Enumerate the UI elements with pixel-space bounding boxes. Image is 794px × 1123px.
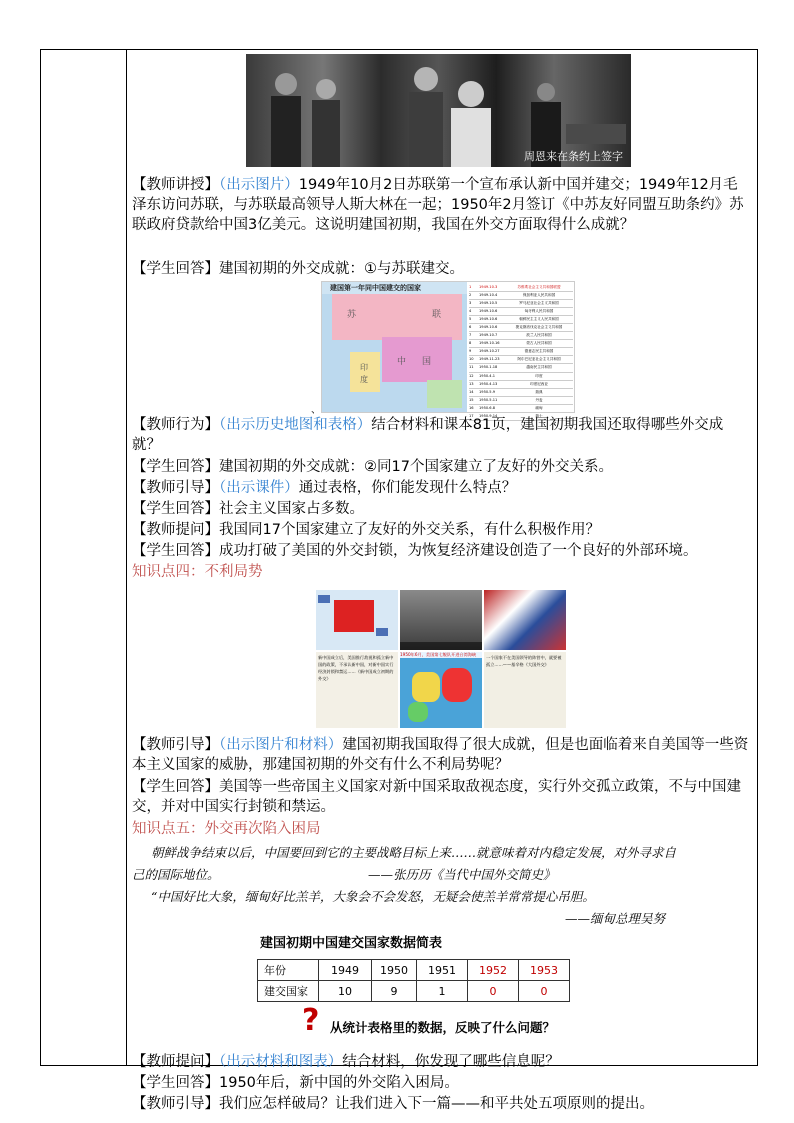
map-table-cell: 越南民主共和国 (526, 365, 552, 370)
map-table-cell: 8 (469, 341, 472, 346)
stats-label-count: 建交国家 (258, 981, 319, 1002)
map-table-cell: 9 (469, 349, 472, 354)
map-table-cell: 1949.10.5 (479, 301, 498, 306)
map-table-row (469, 389, 573, 397)
map-table-cell: 1950.4.13 (479, 381, 498, 386)
stats-year: 1953 (519, 960, 570, 981)
question-mark-icon: ? (302, 1003, 320, 1038)
map-table-cell: 1950.5.11 (479, 397, 498, 402)
teacher-behavior-paragraph (132, 415, 752, 455)
quote-1-source: ——张历历《当代中国外交简史》 (368, 867, 556, 882)
diplomacy-table (469, 284, 573, 421)
student-text-4: 成功打破了美国的外交封锁，为恢复经济建设创造了一个良好的外部环境。 (219, 543, 698, 559)
map-label-guo: 国 (422, 357, 432, 367)
map-table-cell: 12 (469, 373, 474, 378)
stats-count: 1 (417, 981, 468, 1002)
map-table-cell: 2 (469, 293, 472, 298)
collage-left-text: 新中国成立后，美国推行敌视和孤立新中国的政策，不承认新中国，对新中国实行经济封锁和禁运……《新中国成立初期的外交》 (316, 652, 398, 728)
student-answer-3 (132, 499, 752, 519)
diplomacy-map-image (321, 281, 575, 418)
stats-count: 10 (319, 981, 372, 1002)
collage-world-map (400, 652, 482, 728)
map-table-cell: 7 (469, 333, 472, 338)
historical-photo-strip (246, 54, 631, 167)
stats-year: 1949 (319, 960, 372, 981)
map-table-row (469, 332, 573, 340)
map-table-cell: 17 (469, 413, 474, 418)
teacher-guide-2 (132, 735, 752, 775)
map-table-cell: 缅甸 (535, 405, 543, 410)
map-table-row (469, 405, 573, 413)
collage-map-1 (316, 590, 398, 650)
map-table-cell: 匈牙利人民共和国 (524, 309, 554, 314)
teacher-text: 1949年10月2日苏联第一个宣布承认新中国并建交；1949年12月毛泽东访问苏联，与苏联最高领导人斯大林在一起；1950年2月签订《中苏友好同盟互助条约》苏联政府贷款给中国3亿美元。这说明建国初期，我国在外交方面取得什么成就？ (132, 177, 744, 233)
map-table-row (469, 308, 573, 316)
stray-mark: 、 (311, 405, 321, 416)
map-table-cell: 1949.10.7 (479, 333, 498, 338)
map-table-cell: 15 (469, 397, 474, 402)
quote-1-line-1: 朝鲜战争结束以后，中国要回到它的主要战略目标上来……就意味着对内稳定发展，对外寻求自 (151, 845, 677, 860)
knowledge-point-4-heading: 知识点四：不利局势 (132, 564, 263, 580)
map-table-cell: 4 (469, 309, 472, 314)
guide-text-2: 建国初期我国取得了很大成就，但是也面临着来自美国等一些资本主义国家的威胁，那建国初期的外交有什么不利局势呢？ (132, 737, 749, 773)
map-table-row (469, 324, 573, 332)
map-label-yin: 印 (360, 363, 368, 372)
ask-note-2: （出示材料和图表） (219, 1054, 343, 1070)
quote-1-line-2: 己的国际地位。 (132, 867, 220, 882)
teacher-behavior-text: 结合材料和课本81页，建国初期我国还取得哪些外交成就？ (132, 417, 724, 453)
map-table-row (469, 373, 573, 381)
stats-count: 9 (372, 981, 417, 1002)
guide-text: 通过表格，你们能发现什么特点？ (298, 480, 517, 496)
map-table-cell: 1949.10.6 (479, 317, 498, 322)
map-table-row (469, 364, 573, 372)
student-text-3: 社会主义国家占多数。 (219, 501, 364, 517)
column-divider (126, 50, 127, 1065)
collage-right-text: 一个国家不在美国领导的阵营中，就要被孤立……——基辛格《大国外交》 (484, 652, 566, 728)
student-answer-1 (132, 259, 752, 279)
quote-2-line-1: “中国好比大象，缅甸好比羔羊，大象会不会发怒，无疑会使羔羊常常提心吊胆。 (151, 889, 595, 904)
map-label-su: 苏 (347, 310, 357, 320)
teacher-behavior-tag: 【教师行为】 (132, 417, 219, 433)
map-table-cell: 阿尔巴尼亚社会主义共和国 (517, 357, 561, 362)
map-table-cell: 1949.10.4 (479, 293, 498, 298)
photo-caption: 周恩来在条约上签字 (524, 150, 623, 163)
map-table-cell: 16 (469, 405, 474, 410)
map-table-cell: 印度尼西亚 (530, 381, 548, 386)
teacher-lecture-paragraph (132, 175, 752, 235)
map-table-cell: 1949.10.6 (479, 325, 498, 330)
student-answer-5 (132, 777, 752, 817)
stats-year: 1952 (468, 960, 519, 981)
quote-2-source: ——缅甸总理吴努 (565, 911, 666, 926)
map-table-cell: 1950.6.8 (479, 405, 496, 410)
map-table-cell: 1949.11.23 (479, 357, 500, 362)
content-cell (129, 49, 756, 1112)
map-table-cell: 5 (469, 317, 472, 322)
map-table-cell: 蒙古人民共和国 (526, 341, 552, 346)
map-table-row (469, 397, 573, 405)
map-table-cell: 1950.1.18 (479, 365, 498, 370)
map-table-cell: 德意志民主共和国 (524, 349, 554, 354)
teacher-tag: 【教师讲授】 (132, 177, 219, 193)
map-table-cell: 1950.9.14 (479, 413, 498, 418)
ask-text-2: 结合材料，你发现了哪些信息呢？ (342, 1054, 560, 1070)
collage-cartoon (484, 590, 566, 650)
student-tag-5: 【学生回答】 (132, 779, 219, 795)
student-text-6: 1950年后，新中国的外交陷入困局。 (219, 1075, 459, 1091)
student-tag-3: 【学生回答】 (132, 501, 219, 517)
student-tag-4: 【学生回答】 (132, 543, 219, 559)
map-table-cell: 1949.10.16 (479, 341, 500, 346)
student-answer-4 (132, 541, 752, 561)
collage-mid-caption: 1950年6月，美国第七舰队开进台湾海峡 (400, 652, 482, 658)
map-label-zhong: 中 (397, 357, 407, 367)
map-table-cell: 朝鲜民主主义人民共和国 (519, 317, 559, 322)
map-table-cell: 瑞士 (535, 413, 543, 418)
ask-tag: 【教师提问】 (132, 522, 219, 538)
map-table-cell: 13 (469, 381, 474, 386)
map-table-row (469, 284, 573, 292)
student-answer-2 (132, 457, 752, 477)
stats-row-year (258, 960, 570, 981)
map-table-cell: 1950.5.9 (479, 389, 496, 394)
adverse-situation-collage (316, 590, 566, 728)
ask-tag-2: 【教师提问】 (132, 1054, 219, 1070)
map-table-cell: 印度 (535, 373, 543, 378)
teacher-guide-3 (132, 1094, 752, 1114)
map-table-cell: 1949.10.3 (479, 285, 498, 289)
stats-table (257, 959, 570, 1002)
map-table-cell: 捷克斯洛伐克社会主义共和国 (515, 325, 563, 330)
teacher-question-1 (132, 520, 752, 540)
stats-count: 0 (519, 981, 570, 1002)
map-table-row (469, 356, 573, 364)
map-table-cell: 瑞典 (535, 389, 543, 394)
student-answer-6 (132, 1073, 752, 1093)
map-table-cell: 6 (469, 325, 472, 330)
teacher-question-2 (132, 1052, 752, 1072)
teacher-behavior-note: （出示历史地图和表格） (219, 417, 372, 433)
map-title: 建国第一年同中国建交的国家 (330, 284, 421, 292)
map-table-cell: 波兰人民共和国 (526, 333, 552, 338)
stats-count: 0 (468, 981, 519, 1002)
map-table-row (469, 316, 573, 324)
teacher-guide-1 (132, 478, 752, 498)
collage-fleet-photo (400, 590, 482, 650)
map-table-cell: 1949.10.6 (479, 309, 498, 314)
map-table-row (469, 348, 573, 356)
map-table-cell: 苏维埃社会主义共和国联盟 (517, 285, 561, 289)
map-table-cell: 保加利亚人民共和国 (522, 293, 556, 298)
map-table-cell: 14 (469, 389, 474, 394)
student-tag: 【学生回答】 (132, 261, 219, 277)
guide-note: （出示课件） (219, 480, 299, 496)
map-table-cell: 罗马尼亚社会主义共和国 (519, 301, 559, 306)
guide-text-3: 我们应怎样破局？让我们进入下一篇——和平共处五项原则的提出。 (219, 1096, 654, 1112)
stats-label-year: 年份 (258, 960, 319, 981)
map-table-cell: 10 (469, 357, 474, 362)
guide-note-2: （出示图片和材料） (219, 737, 343, 753)
stats-row-count (258, 981, 570, 1002)
stats-year: 1951 (417, 960, 468, 981)
map-table-cell: 11 (469, 365, 474, 370)
map-table-row (469, 292, 573, 300)
map-table-cell: 丹麦 (535, 397, 543, 402)
teacher-note: （出示图片） (219, 177, 299, 193)
map-table-cell: 1 (469, 285, 472, 289)
map-table-row (469, 381, 573, 389)
stats-question: 从统计表格里的数据，反映了什么问题？ (330, 1020, 556, 1035)
stats-title: 建国初期中国建交国家数据简表 (260, 936, 443, 951)
student-text: 建国初期的外交成就：①与苏联建交。 (219, 261, 464, 277)
guide-tag-2: 【教师引导】 (132, 737, 219, 753)
guide-tag-3: 【教师引导】 (132, 1096, 219, 1112)
student-text-2: 建国初期的外交成就：②同17个国家建立了友好的外交关系。 (219, 459, 613, 475)
stats-year: 1950 (372, 960, 417, 981)
map-table-row (469, 300, 573, 308)
student-tag-2: 【学生回答】 (132, 459, 219, 475)
map-table-cell: 3 (469, 301, 472, 306)
map-label-du: 度 (360, 375, 368, 384)
map-label-lian: 联 (432, 310, 442, 320)
map-table-cell: 1950.4.1 (479, 373, 496, 378)
map-table-row (469, 340, 573, 348)
guide-tag: 【教师引导】 (132, 480, 219, 496)
map-panel (322, 282, 467, 412)
student-tag-6: 【学生回答】 (132, 1075, 219, 1091)
ask-text: 我国同17个国家建立了友好的外交关系，有什么积极作用？ (219, 522, 600, 538)
stats-table-image (254, 929, 624, 1046)
map-table-cell: 1949.10.27 (479, 349, 500, 354)
student-text-5: 美国等一些帝国主义国家对新中国采取敌视态度，实行外交孤立政策，不与中国建交，并对中国实行封锁和禁运。 (132, 779, 741, 815)
knowledge-point-5-heading: 知识点五：外交再次陷入困局 (132, 821, 321, 837)
